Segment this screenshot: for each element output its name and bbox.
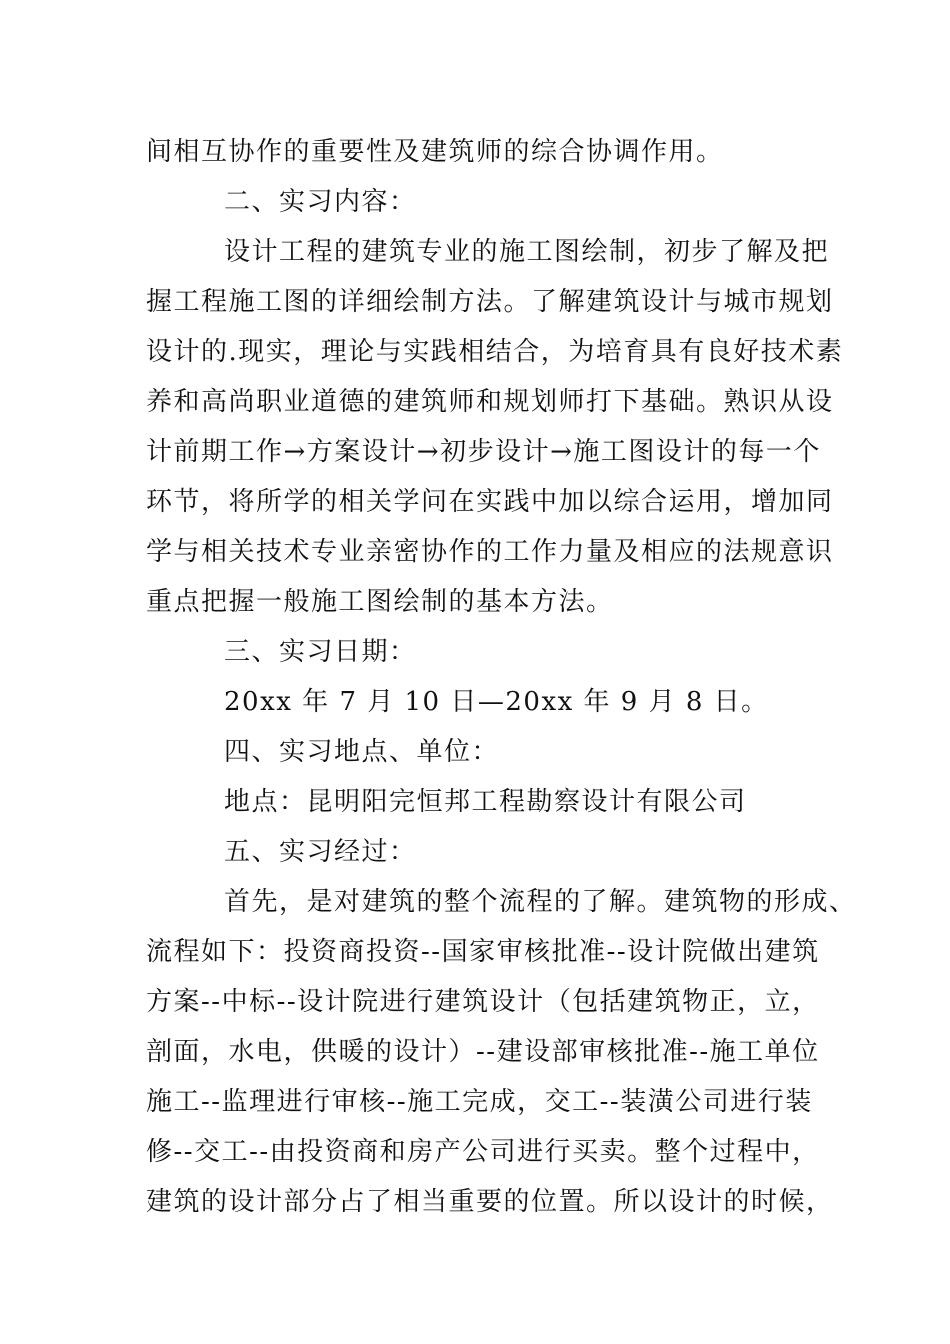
- paragraph-line: 方案--中标--设计院进行建筑设计（包括建筑物正，立，: [146, 987, 820, 1017]
- paragraph-line: 间相互协作的重要性及建筑师的综合协调作用。: [146, 137, 724, 167]
- paragraph-line: 设计工程的建筑专业的施工图绘制，初步了解及把: [224, 237, 830, 267]
- section-heading: 二、实习内容：: [224, 187, 417, 217]
- paragraph-line: 施工--监理进行审核--施工完成，交工--装潢公司进行装: [146, 1087, 813, 1117]
- paragraph-line: 首先，是对建筑的整个流程的了解。建筑物的形成、: [224, 887, 857, 917]
- location-line: 地点：昆明阳完恒邦工程勘察设计有限公司: [224, 787, 747, 817]
- paragraph-line: 修--交工--由投资商和房产公司进行买卖。整个过程中，: [146, 1137, 820, 1167]
- paragraph-line: 流程如下：投资商投资--国家审核批准--设计院做出建筑: [146, 937, 820, 967]
- paragraph-line: 计前期工作→方案设计→初步设计→施工图设计的每一个: [146, 437, 821, 467]
- paragraph-line: 建筑的设计部分占了相当重要的位置。所以设计的时候，: [146, 1187, 834, 1217]
- paragraph-line: 养和高尚职业道德的建筑师和规划师打下基础。熟识从设: [146, 387, 834, 417]
- paragraph-line: 握工程施工图的详细绘制方法。了解建筑设计与城市规划: [146, 287, 834, 317]
- section-heading: 五、实习经过：: [224, 837, 417, 867]
- paragraph-line: 学与相关技术专业亲密协作的工作力量及相应的法规意识: [146, 537, 834, 567]
- section-heading: 三、实习日期：: [224, 637, 417, 667]
- paragraph-line: 设计的.现实，理论与实践相结合，为培育具有良好技术素: [146, 337, 844, 367]
- paragraph-line: 环节，将所学的相关学问在实践中加以综合运用，增加同: [146, 487, 834, 517]
- section-heading: 四、实习地点、单位：: [224, 737, 500, 767]
- paragraph-line: 剖面，水电，供暖的设计）--建设部审核批准--施工单位: [146, 1037, 820, 1067]
- paragraph-line: 重点把握一般施工图绘制的基本方法。: [146, 587, 614, 617]
- date-range: 20xx 年 7 月 10 日—20xx 年 9 月 8 日。: [224, 687, 769, 717]
